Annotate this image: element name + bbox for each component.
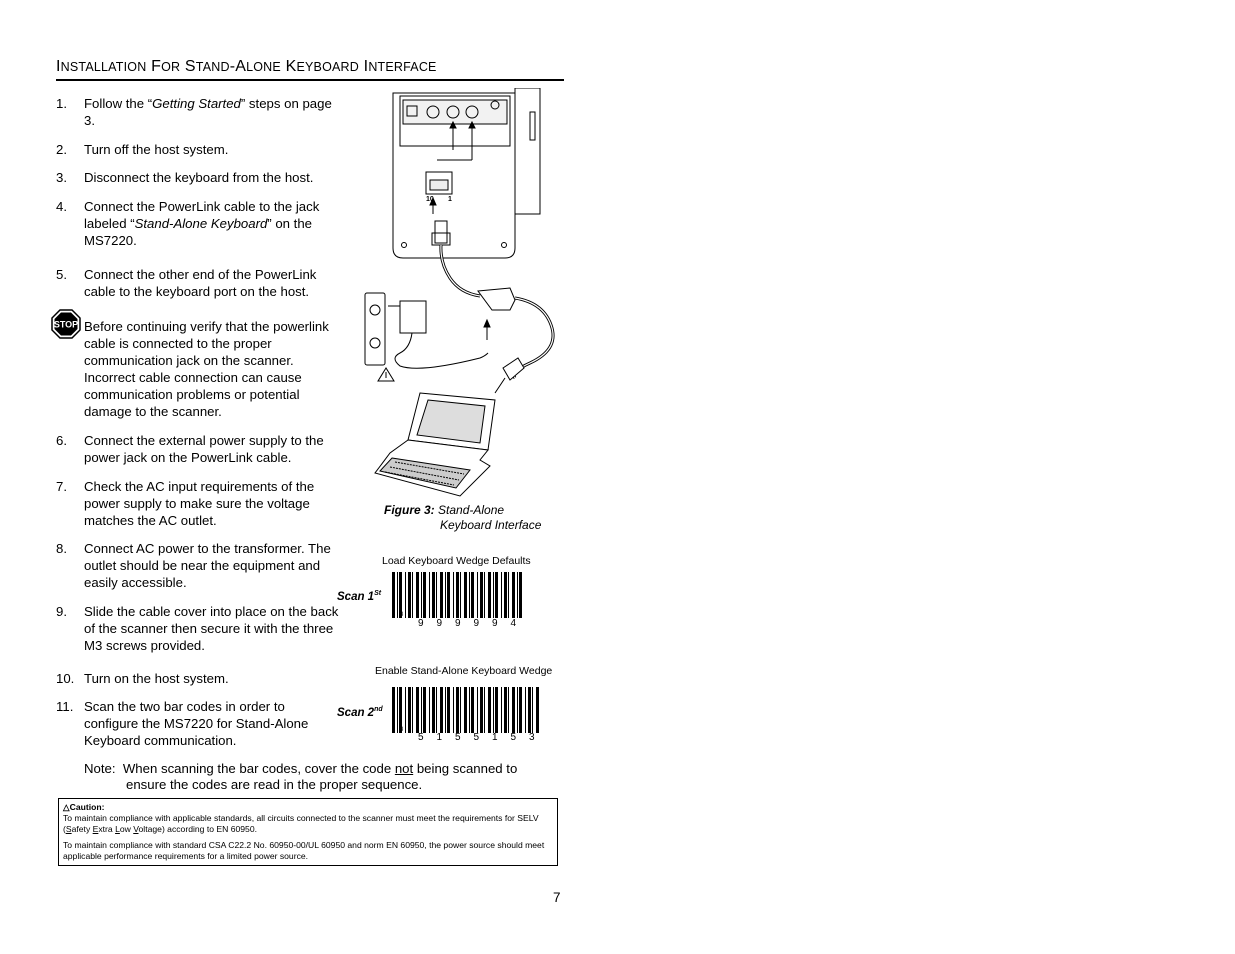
caution-paragraph-2: To maintain compliance with standard CSA C22.2 No. 60950-00/UL 60950 and norm EN 60950, the power source should meet applicable performance requirements for a limited power source. [63, 840, 545, 861]
barcode-bar [453, 687, 454, 733]
barcode-bar [460, 687, 461, 733]
scanner-back-panel [393, 88, 540, 258]
barcode-bar [519, 687, 522, 733]
barcode-bar [504, 687, 507, 733]
barcode-1-small: 3 [400, 612, 404, 618]
step-5: 5. Connect the other end of the PowerLink cable to the keyboard port on the host. [56, 267, 317, 299]
barcode-bar [421, 572, 422, 618]
barcode-bar [440, 572, 443, 618]
barcode-bar [469, 687, 470, 733]
step-7: 7. Check the AC input requirements of the power supply to make sure the voltage matches the AC outlet. [56, 479, 315, 528]
barcode-bar [456, 687, 459, 733]
step-6: 6. Connect the external power supply to the power jack on the PowerLink cable. [56, 433, 324, 465]
scan-2-label: Scan 2nd [337, 706, 383, 719]
barcode-bar [423, 572, 426, 618]
barcode-bar [392, 687, 395, 733]
step-1: 1. Follow the “Getting Started” steps on page 3. [56, 96, 332, 128]
scan-1-label: Scan 1St [337, 590, 382, 603]
barcode-bar [504, 572, 507, 618]
barcode-bar [397, 572, 398, 618]
barcode-bar [432, 687, 435, 733]
laptop [375, 393, 495, 496]
barcode-bar [484, 687, 485, 733]
barcode-bar [408, 687, 411, 733]
cable-splitter [478, 288, 553, 393]
barcode-bar [429, 572, 430, 618]
barcode-bar [436, 687, 437, 733]
barcode-bar [495, 572, 498, 618]
barcode-bar [408, 572, 411, 618]
barcode-bar [436, 572, 437, 618]
barcode-2-label: Enable Stand-Alone Keyboard Wedge [375, 665, 553, 677]
caution-paragraph-1: To maintain compliance with applicable standards, all circuits connected to the scanner must meet the requirements for SELV (Safety Extra Low Voltage) according to EN 60950. [63, 813, 539, 834]
figure-caption: Figure 3: Stand-Alone Keyboard Interface [384, 503, 542, 532]
barcode-bar [501, 687, 502, 733]
wall-outlet [365, 293, 488, 368]
barcode-bar [536, 687, 539, 733]
stop-note-text: Before continuing verify that the powerlink cable is connected to the proper communication jack on the scanner. Incorrect cable connection can cause communication problems or potential damage to the scanner. [84, 319, 329, 419]
barcode-1-label: Load Keyboard Wedge Defaults [382, 555, 531, 567]
step-11: 11. Scan the two bar codes in order to configure the MS7220 for Stand-Alone Keyboard communication. [56, 699, 309, 748]
barcode-bar [477, 572, 478, 618]
step-10: 10. Turn on the host system. [56, 671, 229, 686]
barcode-bar [469, 572, 470, 618]
barcode-bar [512, 687, 515, 733]
barcode-bar [412, 687, 413, 733]
barcode-bar [519, 572, 522, 618]
barcode-bar [397, 687, 398, 733]
barcode-bar [456, 572, 459, 618]
barcode-bar [493, 572, 494, 618]
page-title: INSTALLATION FOR STAND-ALONE KEYBOARD INTERFACE [56, 58, 437, 75]
barcode-bar [405, 572, 406, 618]
barcode-bar [484, 572, 485, 618]
barcode-bar [528, 687, 531, 733]
barcode-bar [416, 687, 419, 733]
step-3: 3. Disconnect the keyboard from the host. [56, 170, 314, 185]
barcode-1-digits: 9 9 9 9 9 4 [418, 618, 517, 629]
barcode-2-small: 3 [400, 727, 404, 733]
barcode-bar [412, 572, 413, 618]
pin-label-10: 10 [426, 196, 434, 203]
barcode-2[interactable] [392, 687, 542, 733]
step-9: 9. Slide the cable cover into place on the back of the scanner then secure it with the three M3 screws provided. [56, 604, 339, 653]
warning-icon [378, 368, 394, 381]
barcode-bar [421, 687, 422, 733]
caution-box: △Caution: To maintain compliance with applicable standards, all circuits connected to the scanner must meet the requirements for SELV (Safety Extra Low Voltage) according to EN 60950. To maintain compliance with standard CSA C22.2 No. 60950-00/UL 60950 and norm EN 60950, the power source should meet applicable performance requirements for a limited power source. [58, 798, 558, 866]
page-number: 7 [553, 890, 561, 905]
barcode-bar [480, 572, 483, 618]
barcode-bar [460, 572, 461, 618]
title-rule [56, 79, 564, 81]
pin-label-1: 1 [448, 196, 452, 203]
installation-figure [360, 88, 560, 498]
barcode-bar [445, 572, 446, 618]
barcode-bar [445, 687, 446, 733]
barcode-bar [447, 687, 450, 733]
barcode-bar [477, 687, 478, 733]
barcode-bar [453, 572, 454, 618]
barcode-bar [501, 572, 502, 618]
barcode-bar [464, 687, 467, 733]
barcode-bar [429, 687, 430, 733]
barcode-bar [423, 687, 426, 733]
barcode-bar [405, 687, 406, 733]
barcode-bar [517, 572, 518, 618]
barcode-bar [480, 687, 483, 733]
caution-warning-icon: △ [63, 802, 70, 812]
barcode-bar [440, 687, 443, 733]
barcode-bar [495, 687, 498, 733]
barcode-2-digits: 5 1 5 5 1 5 3 [418, 732, 535, 743]
barcode-bar [392, 572, 395, 618]
barcode-bar [464, 572, 467, 618]
barcode-bar [512, 572, 515, 618]
step-8: 8. Connect AC power to the transformer. The outlet should be near the equipment and easily accessible. [56, 541, 331, 590]
barcode-bar [471, 572, 474, 618]
step-2: 2. Turn off the host system. [56, 142, 229, 157]
barcode-bar [532, 687, 533, 733]
barcode-bar [508, 687, 509, 733]
scan-note: Note: When scanning the bar codes, cover the code not being scanned to ensure the codes are read in the proper sequence. [84, 761, 518, 792]
barcode-bar [447, 572, 450, 618]
barcode-bar [416, 572, 419, 618]
barcode-bar [517, 687, 518, 733]
barcode-bar [488, 572, 491, 618]
barcode-bar [432, 572, 435, 618]
barcode-bar [488, 687, 491, 733]
svg-text:STOP: STOP [53, 319, 79, 330]
barcode-bar [525, 687, 526, 733]
barcode-bar [508, 572, 509, 618]
stop-sign-icon [51, 309, 81, 339]
barcode-bar [493, 687, 494, 733]
barcode-1[interactable] [392, 572, 527, 618]
barcode-bar [471, 687, 474, 733]
step-4: 4. Connect the PowerLink cable to the jack labeled “Stand-Alone Keyboard” on the MS7220. [56, 199, 320, 248]
